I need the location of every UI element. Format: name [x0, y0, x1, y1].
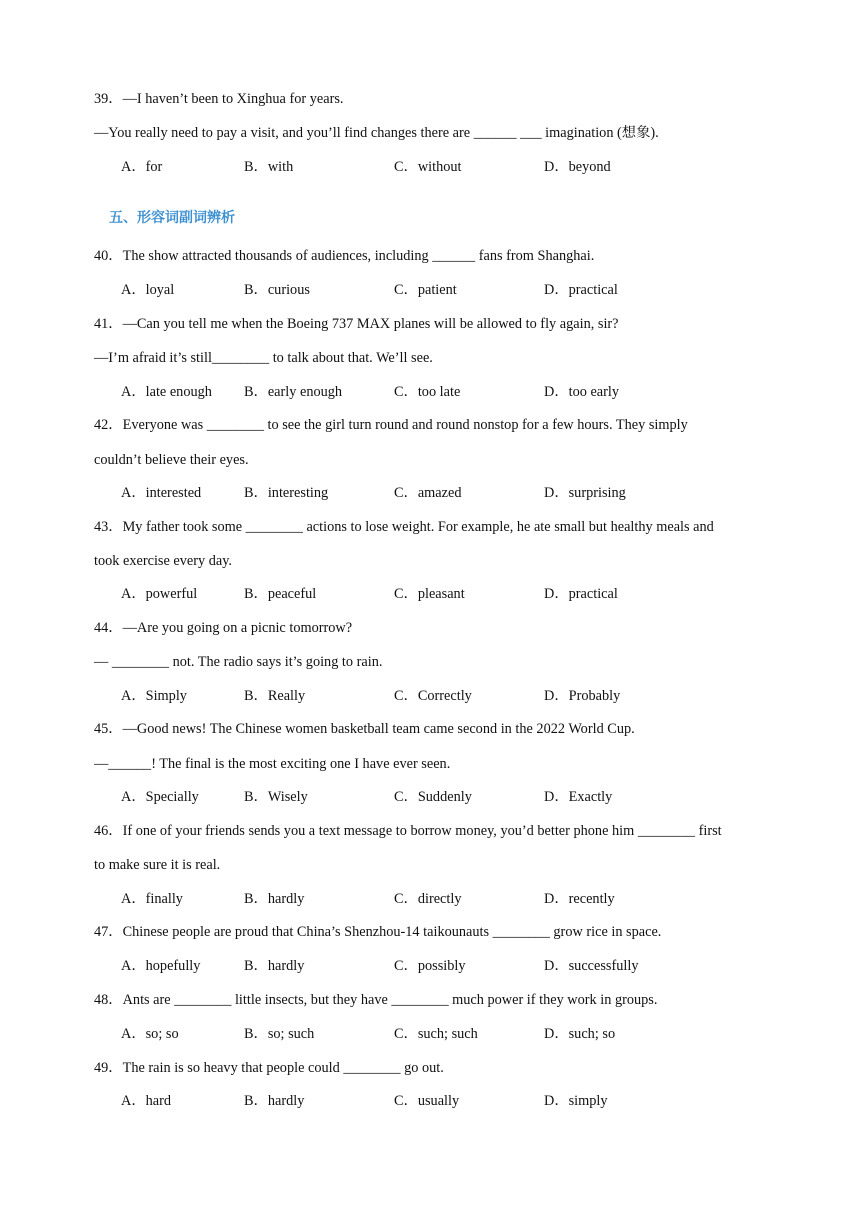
question-42-line-1: 42．Everyone was ________ to see the girl turn round and round nonstop for a few hours. They simply	[94, 417, 688, 433]
option-a: A．for	[121, 159, 163, 175]
option-b: B．curious	[244, 282, 310, 298]
question-45-line-2: —______! The final is the most exciting one I have ever seen.	[94, 756, 451, 772]
question-39-line-2: —You really need to pay a visit, and you’ll find changes there are ______ ___ imagination (想象).	[94, 125, 659, 141]
option-a: A．powerful	[121, 586, 198, 602]
option-c: C．too late	[394, 384, 461, 400]
question-48-line-1: 48．Ants are ________ little insects, but they have ________ much power if they work in groups.	[94, 992, 658, 1008]
question-47-options	[121, 957, 761, 975]
option-a: A．finally	[121, 891, 183, 907]
option-a: A．hard	[121, 1093, 172, 1109]
question-45-options	[121, 788, 761, 806]
option-c: C．Suddenly	[394, 789, 472, 805]
question-49-line-1: 49．The rain is so heavy that people could ________ go out.	[94, 1060, 444, 1076]
option-c: C．usually	[394, 1093, 460, 1109]
option-b: B．peaceful	[244, 586, 317, 602]
question-48-options	[121, 1025, 761, 1043]
question-40-options	[121, 281, 761, 299]
option-c: C．possibly	[394, 958, 466, 974]
question-45-line-1: 45．—Good news! The Chinese women basketball team came second in the 2022 World Cup.	[94, 721, 635, 737]
option-d: D．successfully	[544, 958, 639, 974]
option-b: B．with	[244, 159, 294, 175]
option-b: B．so; such	[244, 1026, 315, 1042]
option-d: D．practical	[544, 282, 618, 298]
option-c: C．amazed	[394, 485, 462, 501]
question-46-line-1: 46．If one of your friends sends you a text message to borrow money, you’d better phone him ________ first	[94, 823, 722, 839]
question-43-line-2: took exercise every day.	[94, 553, 233, 569]
option-d: D．such; so	[544, 1026, 616, 1042]
question-41-options	[121, 383, 761, 401]
question-42-line-2: couldn’t believe their eyes.	[94, 452, 249, 468]
option-c: C．without	[394, 159, 462, 175]
option-d: D．simply	[544, 1093, 608, 1109]
option-d: D．practical	[544, 586, 618, 602]
question-43-line-1: 43．My father took some ________ actions to lose weight. For example, he ate small but healthy meals and	[94, 519, 714, 535]
question-43-options	[121, 585, 761, 603]
question-49-options	[121, 1092, 761, 1110]
option-b: B．hardly	[244, 891, 305, 907]
question-47-line-1: 47．Chinese people are proud that China’s Shenzhou-14 taikounauts ________ grow rice in space.	[94, 924, 662, 940]
option-c: C．pleasant	[394, 586, 465, 602]
option-c: C．Correctly	[394, 688, 472, 704]
option-c: C．patient	[394, 282, 457, 298]
option-c: C．directly	[394, 891, 462, 907]
section-heading: 五、形容词副词辨析	[109, 210, 235, 226]
option-a: A．so; so	[121, 1026, 179, 1042]
question-46-options	[121, 890, 761, 908]
question-44-line-1: 44．—Are you going on a picnic tomorrow?	[94, 620, 353, 636]
question-42-options	[121, 484, 761, 502]
option-b: B．Wisely	[244, 789, 308, 805]
option-b: B．hardly	[244, 958, 305, 974]
option-a: A．late enough	[121, 384, 212, 400]
question-41-line-2: —I’m afraid it’s still________ to talk about that. We’ll see.	[94, 350, 433, 366]
option-a: A．hopefully	[121, 958, 201, 974]
question-44-options	[121, 687, 761, 705]
option-b: B．early enough	[244, 384, 343, 400]
question-46-line-2: to make sure it is real.	[94, 857, 221, 873]
option-a: A．loyal	[121, 282, 175, 298]
option-d: D．recently	[544, 891, 615, 907]
option-a: A．Simply	[121, 688, 187, 704]
question-39-options	[121, 158, 761, 176]
option-d: D．beyond	[544, 159, 611, 175]
question-39-line-1: 39．—I haven’t been to Xinghua for years.	[94, 91, 344, 107]
question-41-line-1: 41．—Can you tell me when the Boeing 737 MAX planes will be allowed to fly again, sir?	[94, 316, 619, 332]
question-40-line-1: 40．The show attracted thousands of audiences, including ______ fans from Shanghai.	[94, 248, 595, 264]
question-44-line-2: — ________ not. The radio says it’s going to rain.	[94, 654, 383, 670]
option-d: D．too early	[544, 384, 620, 400]
option-c: C．such; such	[394, 1026, 478, 1042]
option-d: D．Probably	[544, 688, 621, 704]
option-d: D．surprising	[544, 485, 626, 501]
option-b: B．hardly	[244, 1093, 305, 1109]
option-a: A．interested	[121, 485, 202, 501]
option-b: B．interesting	[244, 485, 329, 501]
option-b: B．Really	[244, 688, 306, 704]
option-d: D．Exactly	[544, 789, 613, 805]
option-a: A．Specially	[121, 789, 199, 805]
